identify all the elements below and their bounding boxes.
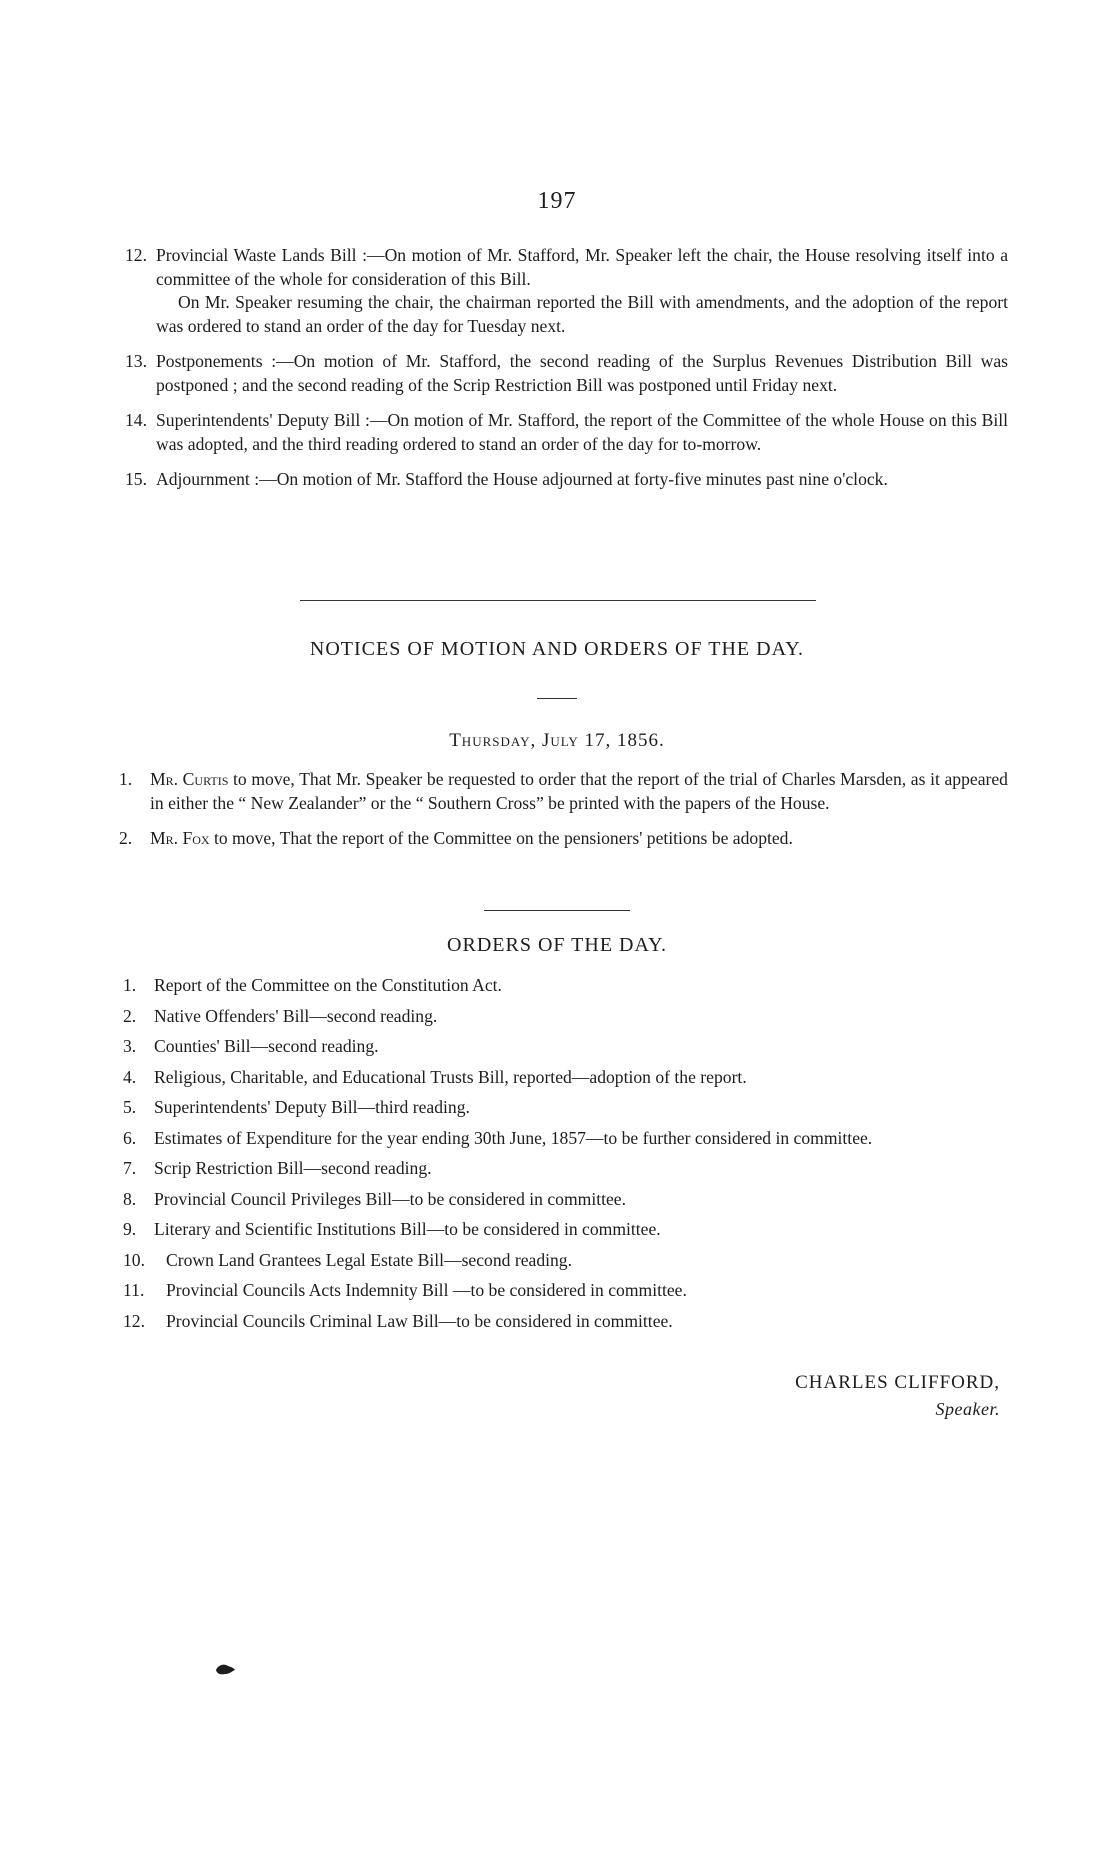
order-number: 6. [123, 1127, 137, 1148]
order-text: Religious, Charitable, and Educational Trusts Bill, reported—adoption of the report. [154, 1066, 747, 1087]
order-number: 8. [123, 1188, 137, 1209]
page-number: 197 [537, 188, 577, 214]
notice-body: to move, That the report of the Committee on the pensioners' petitions be adopted. [213, 828, 793, 848]
order-item [123, 1127, 1010, 1151]
order-number: 9. [123, 1219, 137, 1239]
entry-paragraph: Superintendents' Deputy Bill :—On motion of Mr. Stafford, the report of the Committee of the whole House on this Bill was adopted, and the third reading ordered to stand an order of the day for to-morrow. [156, 410, 1008, 454]
notice-number: 2. [119, 828, 133, 848]
notice-member: Mr. Curtis [150, 769, 229, 789]
order-text: Superintendents' Deputy Bill—third reading. [154, 1097, 470, 1117]
order-text: Literary and Scientific Institutions Bill—to be considered in committee. [154, 1219, 661, 1239]
minutes-entry [125, 244, 1008, 338]
signatory-title: Speaker. [935, 1399, 1000, 1419]
entry-paragraph: Postponements :—On motion of Mr. Stafford, the second reading of the Surplus Revenues Distribution Bill was postponed ; and the second reading of the Scrip Restriction Bill was postponed until Friday next. [156, 351, 1008, 395]
order-number: 12. [123, 1310, 145, 1331]
order-number: 1. [123, 975, 137, 995]
order-item [123, 1157, 1010, 1181]
order-text: Crown Land Grantees Legal Estate Bill—second reading. [166, 1249, 572, 1270]
entry-number: 13. [125, 351, 147, 371]
notices-heading: NOTICES OF MOTION AND ORDERS OF THE DAY. [309, 638, 805, 660]
order-item [123, 1066, 1010, 1090]
signature-block [630, 1370, 1000, 1422]
entry-number: 15. [125, 469, 147, 489]
entry-paragraph: Provincial Waste Lands Bill :—On motion of Mr. Stafford, Mr. Speaker left the chair, the House resolving itself into a committee of the whole for consideration of this Bill. [156, 245, 1008, 289]
orders-heading: ORDERS OF THE DAY. [447, 934, 667, 956]
order-item [123, 1310, 1010, 1334]
entry-number: 12. [125, 245, 147, 265]
order-text: Provincial Councils Criminal Law Bill—to be considered in committee. [166, 1310, 673, 1331]
order-text: Scrip Restriction Bill—second reading. [154, 1158, 432, 1178]
order-text: Counties' Bill—second reading. [154, 1036, 379, 1056]
order-item [123, 1218, 1010, 1242]
notices-section [119, 768, 1008, 863]
order-number: 7. [123, 1158, 137, 1178]
order-number: 5. [123, 1097, 137, 1117]
notice-item [119, 827, 1008, 851]
minutes-entry [125, 468, 1008, 492]
notice-text [150, 827, 1008, 851]
order-text: Report of the Committee on the Constitution Act. [154, 975, 502, 995]
ink-blot-icon [214, 1662, 236, 1676]
order-text: Provincial Council Privileges Bill—to be considered in committee. [154, 1188, 627, 1209]
order-number: 4. [123, 1066, 137, 1087]
order-item [123, 1005, 1010, 1029]
section-divider [300, 600, 816, 601]
minutes-section [125, 244, 1008, 504]
minutes-entry [125, 350, 1008, 397]
order-item [123, 1249, 1010, 1273]
notice-body: to move, That Mr. Speaker be requested to order that the report of the trial of Charles Marsden, as it appeared in either the “ New Zealander” or the “ Southern Cross” be printed with the papers of the House. [150, 769, 1008, 813]
order-item [123, 1035, 1010, 1059]
order-item [123, 1188, 1010, 1212]
entry-paragraph: Adjournment :—On motion of Mr. Stafford the House adjourned at forty-five minutes past nine o'clock. [156, 469, 888, 489]
notice-number: 1. [119, 769, 133, 789]
order-number: 10. [123, 1249, 145, 1270]
notice-member: Mr. Fox [150, 828, 210, 848]
short-divider [537, 698, 577, 699]
signatory-name: CHARLES CLIFFORD, [795, 1372, 1000, 1393]
orders-list [123, 974, 1010, 1340]
date-line: Thursday, July 17, 1856. [449, 730, 665, 751]
order-item [123, 1279, 1010, 1303]
order-number: 11. [123, 1280, 145, 1300]
order-text: Native Offenders' Bill—second reading. [154, 1005, 438, 1026]
order-text: Estimates of Expenditure for the year ending 30th June, 1857—to be further considered in committee. [154, 1127, 873, 1148]
order-item [123, 1096, 1010, 1120]
notice-item [119, 768, 1008, 815]
order-item [123, 974, 1010, 998]
entry-paragraph: On Mr. Speaker resuming the chair, the chairman reported the Bill with amendments, and the adoption of the report was ordered to stand an order of the day for Tuesday next. [156, 292, 1008, 336]
order-number: 3. [123, 1036, 137, 1056]
notice-text [150, 768, 1008, 815]
order-text: Provincial Councils Acts Indemnity Bill —to be considered in committee. [166, 1280, 687, 1300]
minutes-entry [125, 409, 1008, 456]
order-number: 2. [123, 1005, 137, 1026]
entry-number: 14. [125, 410, 147, 430]
section-divider [484, 910, 630, 911]
